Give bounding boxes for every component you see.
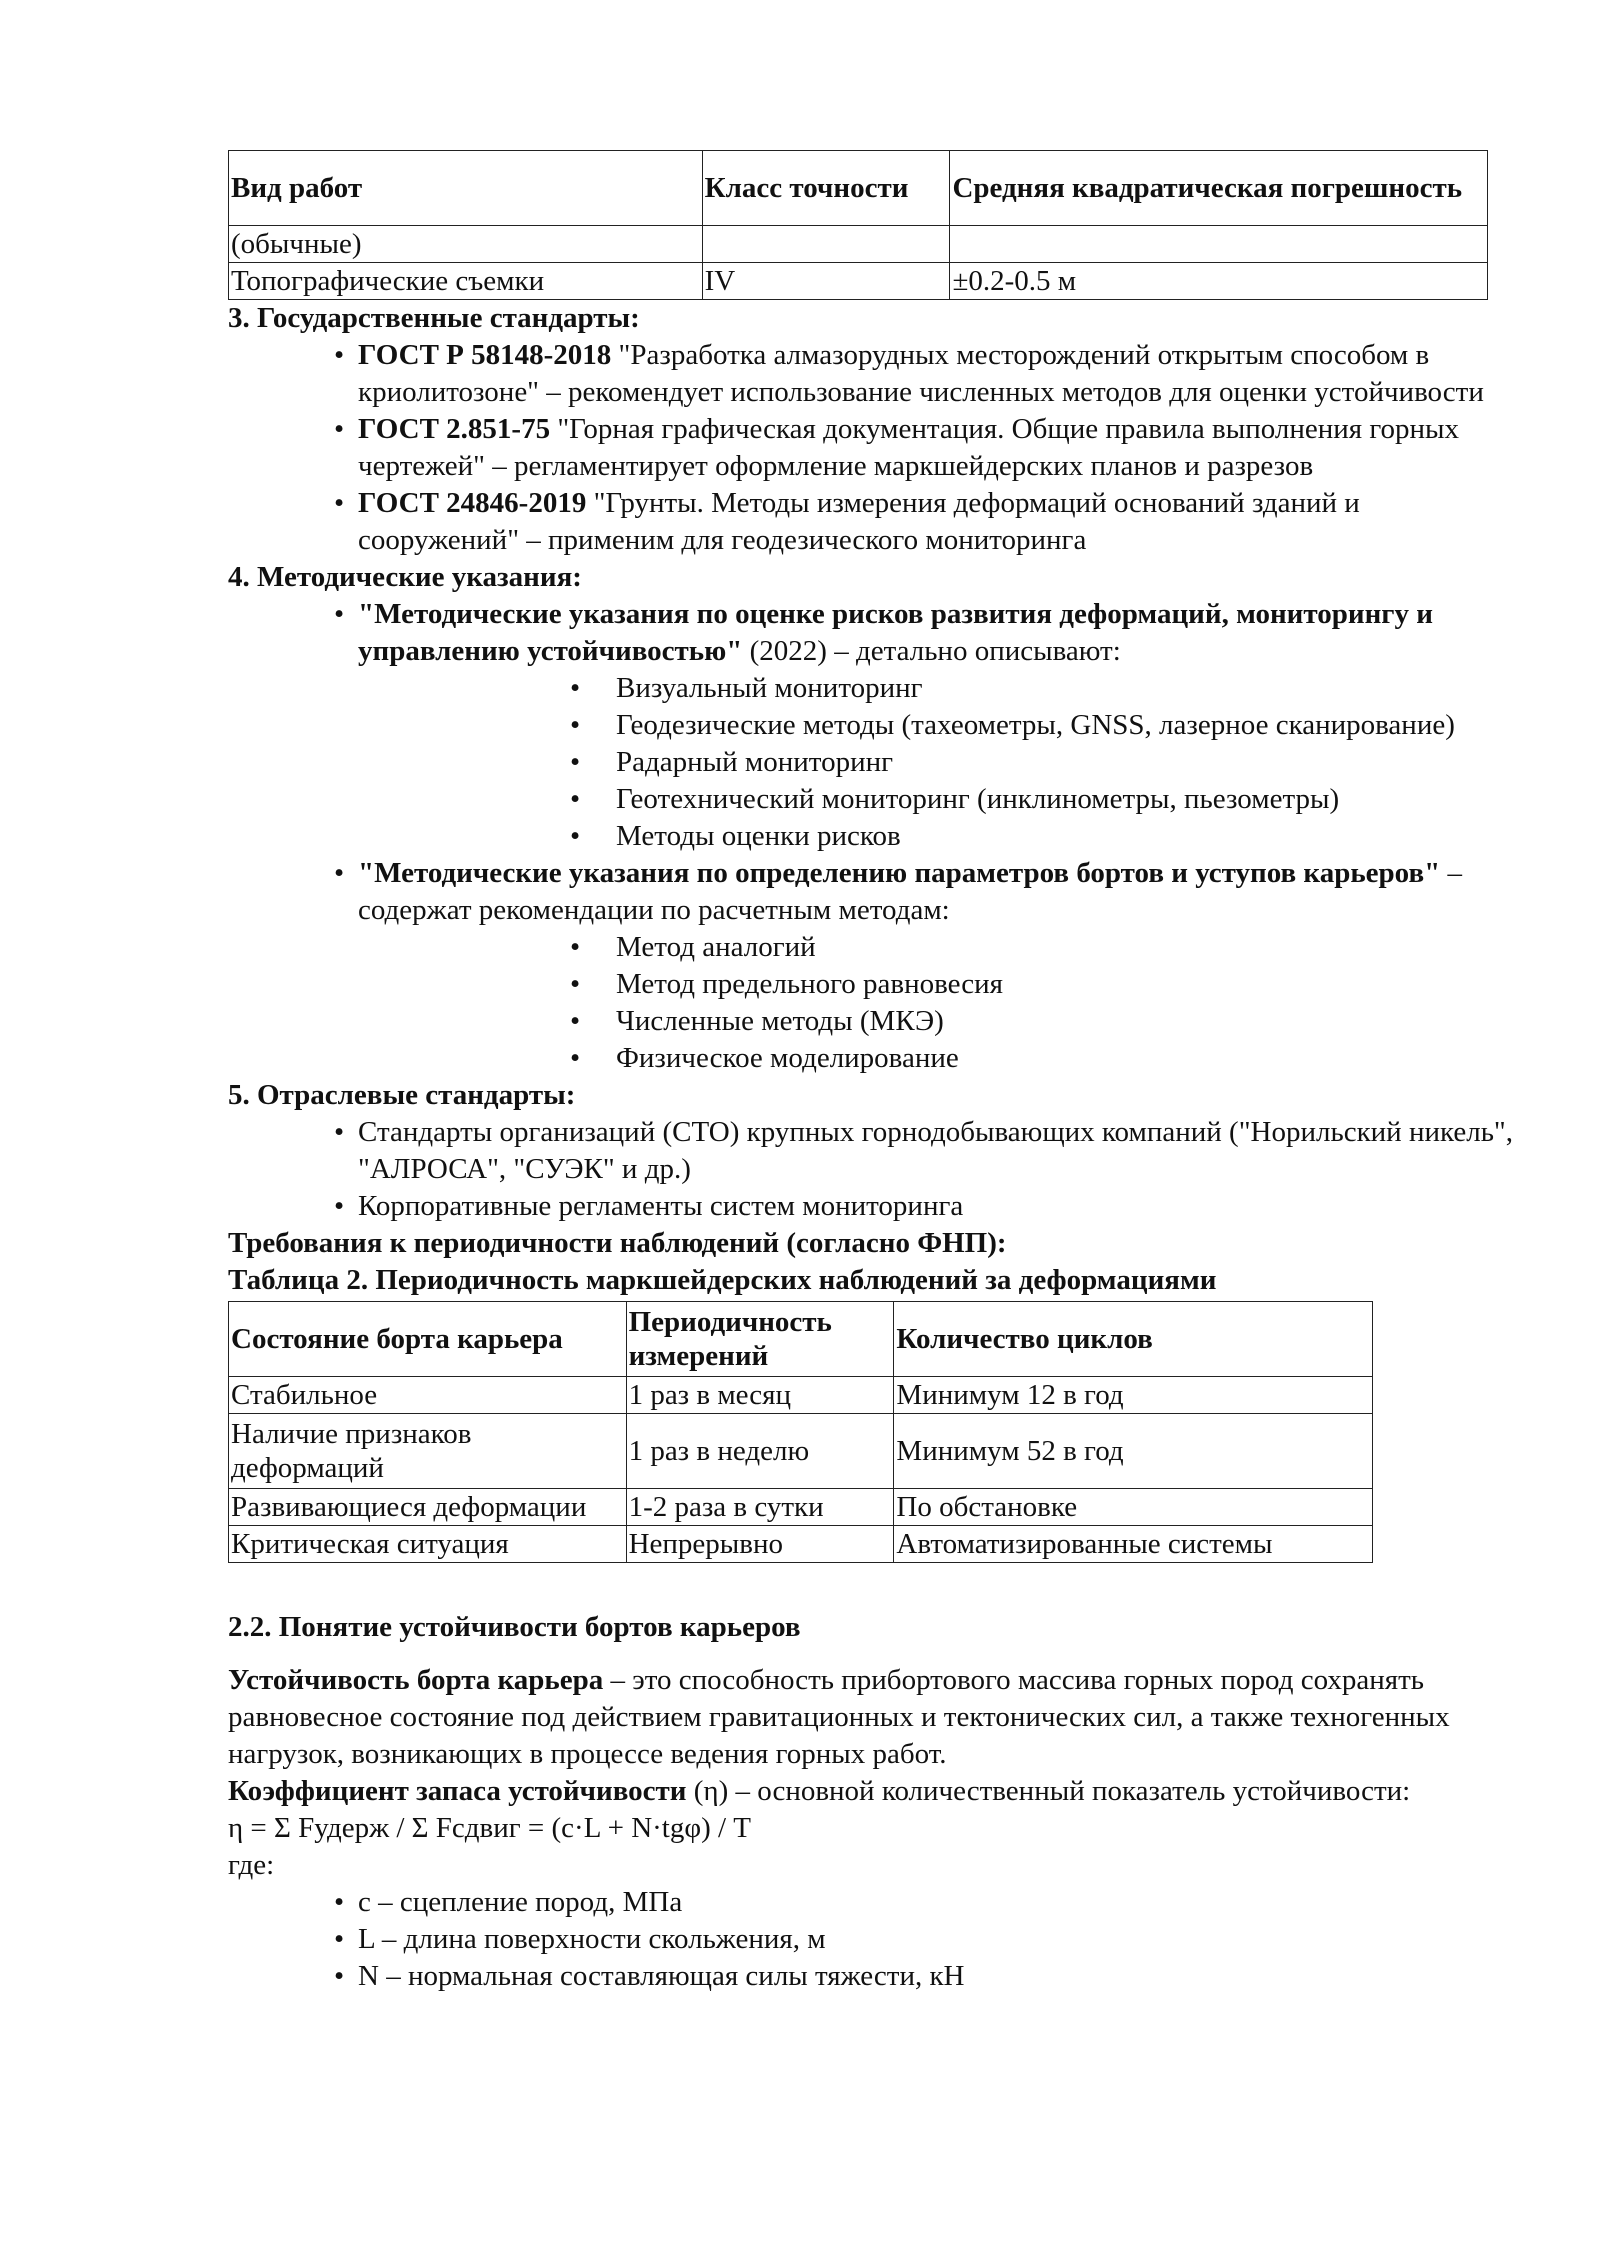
list-item: • ГОСТ 24846-2019 "Грунты. Методы измерения деформаций оснований зданий и сооружений" – применим для геодезического мониторинга: [334, 487, 1360, 556]
table-header-row: [229, 151, 1488, 226]
list-item: • c – сцепление пород, МПа: [334, 1886, 683, 1918]
sub-list-item: • Численные методы (МКЭ): [570, 1005, 944, 1037]
sub-item-text: Визуальный мониторинг: [616, 672, 923, 704]
sub-list: [358, 929, 1528, 1077]
sub-item-text: Геотехнический мониторинг (инклинометры, пьезометры): [616, 783, 1340, 815]
sub-list-item: • Физическое моделирование: [570, 1042, 959, 1074]
table-header-cell: Класс точности: [702, 151, 950, 226]
table-cell: Автоматизированные системы: [894, 1526, 1373, 1563]
standard-code: ГОСТ 24846-2019: [358, 487, 587, 519]
sub-item-text: Метод предельного равновесия: [616, 968, 1003, 1000]
where-label: где:: [228, 1849, 275, 1881]
sub-item-text: Метод аналогий: [616, 931, 816, 963]
section-heading: 4. Методические указания:: [228, 561, 582, 593]
list-item: • N – нормальная составляющая силы тяжести, кН: [334, 1960, 965, 1992]
sub-list: [358, 670, 1528, 855]
sub-item-text: Физическое моделирование: [616, 1042, 959, 1074]
accuracy-table: [228, 150, 1488, 300]
sub-list-item: • Геодезические методы (тахеометры, GNSS, лазерное сканирование): [570, 709, 1455, 741]
coefficient-text: (η) – основной количественный показатель устойчивости:: [686, 1775, 1411, 1807]
table-cell: IV: [702, 263, 950, 300]
table-row: [229, 1526, 1373, 1563]
standard-desc: "Разработка алмазорудных месторождений открытым способом в криолитозоне" – рекомендует использование численных методов для оценки устойчивости: [358, 339, 1484, 408]
sub-list-item: • Геотехнический мониторинг (инклинометры, пьезометры): [570, 783, 1340, 815]
list-item: • L – длина поверхности скольжения, м: [334, 1923, 826, 1955]
periodicity-heading: Требования к периодичности наблюдений (согласно ФНП):: [228, 1227, 1007, 1259]
standard-desc: "Горная графическая документация. Общие правила выполнения горных чертежей" – регламентирует оформление маркшейдерских планов и разрезов: [358, 413, 1460, 482]
variable-text: c – сцепление пород, МПа: [358, 1886, 683, 1918]
table-header-cell: Средняя квадратическая погрешность: [950, 151, 1488, 226]
sub-item-text: Радарный мониторинг: [616, 746, 894, 778]
guideline-title: "Методические указания по определению параметров бортов и уступов карьеров": [358, 857, 1441, 889]
sub-list-item: • Метод аналогий: [570, 931, 816, 963]
table-cell: Минимум 52 в год: [894, 1414, 1373, 1489]
list-item: • ГОСТ 2.851-75 "Горная графическая документация. Общие правила выполнения горных чертежей" – регламентирует оформление маркшейдерских планов и разрезов: [334, 413, 1460, 482]
table-cell: Непрерывно: [626, 1526, 894, 1563]
table-caption: Таблица 2. Периодичность маркшейдерских наблюдений за деформациями: [228, 1264, 1217, 1296]
table-cell: [950, 226, 1488, 263]
list-item: • Корпоративные регламенты систем мониторинга: [334, 1190, 964, 1222]
table-cell: (обычные): [229, 226, 703, 263]
document-page: [228, 150, 1528, 1995]
coefficient-paragraph: [228, 1773, 1528, 1810]
table-row: [229, 1377, 1373, 1414]
table-header-row: [229, 1302, 1373, 1377]
table-cell: Развивающиеся деформации: [229, 1489, 627, 1526]
variable-text: L – длина поверхности скольжения, м: [358, 1923, 826, 1955]
list-item-text: Стандарты организаций (СТО) крупных горнодобывающих компаний ("Норильский никель", "АЛРОСА", "СУЭК" и др.): [358, 1116, 1514, 1185]
variable-text: N – нормальная составляющая силы тяжести, кН: [358, 1960, 965, 1992]
sub-item-text: Численные методы (МКЭ): [616, 1005, 944, 1037]
table-cell: Стабильное: [229, 1377, 627, 1414]
sub-item-text: Геодезические методы (тахеометры, GNSS, лазерное сканирование): [616, 709, 1455, 741]
table-cell: Топографические съемки: [229, 263, 703, 300]
guideline-desc: (2022) – детально описывают:: [742, 635, 1121, 667]
sub-list-item: • Метод предельного равновесия: [570, 968, 1003, 1000]
table-cell: Критическая ситуация: [229, 1526, 627, 1563]
term: Устойчивость борта карьера: [228, 1664, 604, 1696]
list-item: • "Методические указания по оценке рисков развития деформаций, мониторингу и управлению устойчивостью" (2022) – детально описывают: • Визуальный мониторинг • Геодезические методы (тахеометры, GNSS, лазерное сканирование) • Радарный мониторинг • Геотехнический мониторинг (инклинометры, пьезометры) • Методы оценки рисков: [308, 596, 1528, 855]
list-item: • Стандарты организаций (СТО) крупных горнодобывающих компаний ("Норильский никель", "АЛРОСА", "СУЭК" и др.): [334, 1116, 1514, 1185]
standard-desc: "Грунты. Методы измерения деформаций оснований зданий и сооружений" – применим для геодезического мониторинга: [358, 487, 1360, 556]
sub-item-text: Методы оценки рисков: [616, 820, 901, 852]
term: Коэффициент запаса устойчивости: [228, 1775, 687, 1807]
sub-list-item: • Методы оценки рисков: [570, 820, 901, 852]
guidelines-list: [228, 596, 1528, 1077]
sub-list-item: • Радарный мониторинг: [570, 746, 894, 778]
standards-list: [228, 337, 1528, 559]
guideline-desc: – содержат рекомендации по расчетным методам:: [358, 857, 1462, 926]
variables-list: [228, 1884, 1528, 1995]
standard-code: ГОСТ Р 58148-2018: [358, 339, 612, 371]
table-cell: ±0.2-0.5 м: [950, 263, 1488, 300]
table-cell: Минимум 12 в год: [894, 1377, 1373, 1414]
list-item-text: Корпоративные регламенты систем мониторинга: [358, 1190, 964, 1222]
subsection-title: 2.2. Понятие устойчивости бортов карьеров: [228, 1611, 801, 1643]
standard-code: ГОСТ 2.851-75: [358, 413, 551, 445]
table-header-cell: Количество циклов: [894, 1302, 1373, 1377]
table-row: [229, 1414, 1373, 1489]
table-cell: [702, 226, 950, 263]
table-cell: По обстановке: [894, 1489, 1373, 1526]
section-heading: 3. Государственные стандарты:: [228, 302, 640, 334]
table-row: [229, 263, 1488, 300]
table-header-cell: Вид работ: [229, 151, 703, 226]
table-cell: Наличие признаков деформаций: [229, 1414, 627, 1489]
table-header-cell: Состояние борта карьера: [229, 1302, 627, 1377]
industry-standards-list: [228, 1114, 1528, 1225]
table-header-cell: Периодичность измерений: [626, 1302, 894, 1377]
table-cell: 1-2 раза в сутки: [626, 1489, 894, 1526]
sub-list-item: • Визуальный мониторинг: [570, 672, 923, 704]
table-row: [229, 1489, 1373, 1526]
table-cell: 1 раз в месяц: [626, 1377, 894, 1414]
definition-paragraph: [228, 1662, 1528, 1773]
section-heading: 5. Отраслевые стандарты:: [228, 1079, 576, 1111]
table-cell: 1 раз в неделю: [626, 1414, 894, 1489]
list-item: • ГОСТ Р 58148-2018 "Разработка алмазорудных месторождений открытым способом в криолитозоне" – рекомендует использование численных методов для оценки устойчивости: [334, 339, 1484, 408]
definition-text: – это способность прибортового массива горных пород сохранять равновесное состояние под действием гравитационных и тектонических сил, а также техногенных нагрузок, возникающих в процессе ведения горных работ.: [228, 1664, 1450, 1770]
formula: η = Σ Fудерж / Σ Fсдвиг = (c·L + N·tgφ) / T: [228, 1812, 752, 1844]
periodicity-table: [228, 1301, 1373, 1563]
guideline-title: "Методические указания по оценке рисков развития деформаций, мониторингу и управлению устойчивостью": [358, 598, 1433, 667]
table-row: [229, 226, 1488, 263]
list-item: • "Методические указания по определению параметров бортов и уступов карьеров" – содержат рекомендации по расчетным методам: • Метод аналогий • Метод предельного равновесия • Численные методы (МКЭ) • Физическое моделирование: [308, 855, 1528, 1077]
